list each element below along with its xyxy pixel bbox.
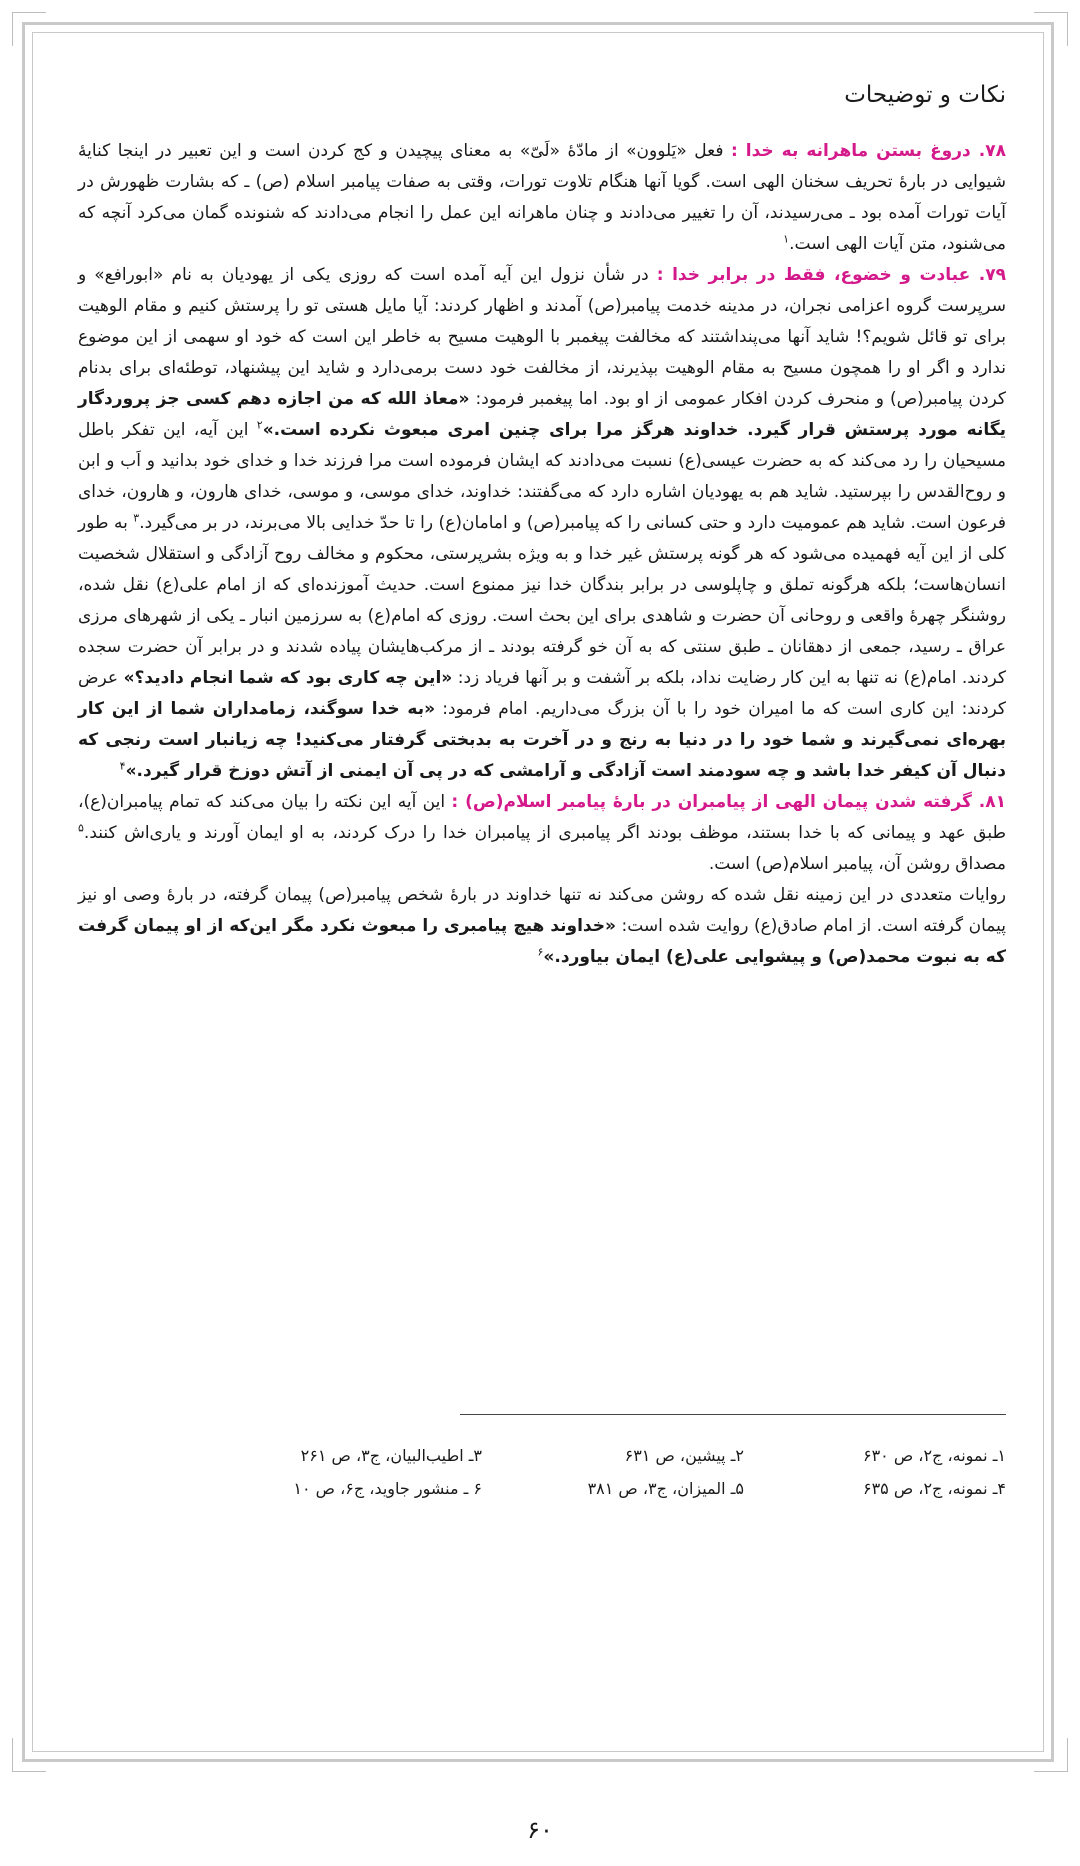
corner-ornament <box>12 1738 46 1772</box>
footnote-ref: ۵ <box>78 821 84 835</box>
body-text: فعل «یَلوون» از مادّهٔ «لَیّ» به معنای پیچیدن و کج کردن است و این تعبیر در اینجا کنایهٔ شیوایی در بارهٔ تحریف سخنان الهی است. گویا آنها هنگام تلاوت تورات، وقتی به صفات پیامبر اسلام (ص) ـ که بشارت ظهورش در آیات تورات آمده بود ـ می‌رسیدند، آن را تغییر می‌دادند و چنان ماهرانه این عمل را انجام می‌دادند که شنونده گمان می‌کرد آنچه که می‌شنود، متن آیات الهی است. <box>78 141 1006 254</box>
body-text: به طور کلی از این آیه فهمیده می‌شود که هر گونه پرستش غیر خدا و به ویژه بشرپرستی، محکوم و مخالف روح آزادگی و استقلال شخصیت انسان‌هاست؛ بلکه هرگونه تملق و چاپلوسی در برابر بندگان خدا نیز ممنوع است. حدیث آموزنده‌ای که از امام علی(ع) نقل شده، روشنگر چهرهٔ واقعی و روحانی آن حضرت و شاهدی برای این بحث است. روزی که امام(ع) به سرزمین انبار ـ یکی از شهرهای مرزی عراق ـ رسید، جمعی از دهقانان ـ طبق سنتی که به آن خو گرفته بودند ـ از مرکب‌هایشان پیاده شدند و در برابر آن حضرت سجده کردند. امام(ع) نه تنها به این کار رضایت نداد، بلکه بر آشفت و بر آنها فریاد زد: <box>78 513 1007 688</box>
body-text: در شأن نزول این آیه آمده است که روزی یکی از یهودیان به نام «ابورافع» و سرپرست گروه اعزامی نجران، در مدینه خدمت پیامبر(ص) آمدند و اظهار کردند: آیا مایل هستی تو را پرستش کنیم و مقام الوهیت برای تو قائل شویم؟! شاید آنها می‌پنداشتند که مخالفت پیغمبر با الوهیت مسیح به خاطر این است که خود او سهمی از این موضوع ندارد و اگر او را همچون مسیح به مقام الوهیت بپذیرند، از مخالفت خود دست برمی‌دارد و شاید این پیشنهاد، توطئه‌ای برای بدنام کردن پیامبر(ص) و منحرف کردن افکار عمومی از او بود. اما پیغمبر فرمود: <box>78 265 1007 409</box>
quotation: «این چه کاری بود که شما انجام دادید؟» <box>123 668 453 688</box>
section-paragraph <box>78 260 1006 787</box>
corner-ornament <box>1034 1738 1068 1772</box>
quotation: «خداوند هیچ پیامبری را مبعوث نکرد مگر این‌که از او پیمان گرفت که به نبوت محمد(ص) و پیشوایی علی(ع) ایمان بیاورد.» <box>78 916 1006 967</box>
footnote-ref: ۱ <box>783 232 790 246</box>
footnote: ۶ ـ منشور جاوید، ج۶، ص ۱۰ <box>293 1479 482 1498</box>
footnote-ref: ۴ <box>119 759 126 773</box>
section-paragraph <box>78 880 1006 973</box>
section-heading: ۸۱. گرفته شدن پیمان الهی از پیامبران در بارهٔ پیامبر اسلام(ص) : <box>451 792 1007 812</box>
page-content <box>78 82 1006 973</box>
body-text: این آیه، این تفکر باطل مسیحیان را رد می‌کند که به حضرت عیسی(ع) نسبت می‌دادند که ایشان فرموده است مرا فرزند خدا و خدای خود بدانید و اَب و ابن و روح‌القدس را بپرستید. شاید هم به یهودیان اشاره دارد که می‌گفتند: خداوند، خدای موسی، و موسی، خدای هارون، و هارون، خدای فرعون است. شاید هم عمومیت دارد و حتی کسانی را که پیامبر(ص) و امامان(ع) را تا حدّ خدایی بالا می‌برند، در بر می‌گیرد. <box>78 420 1006 533</box>
page-number: ۶۰ <box>527 1816 553 1844</box>
footnote: ۵ـ المیزان، ج۳، ص ۳۸۱ <box>587 1479 744 1498</box>
body-text: عرض کردند: این کاری است که ما امیران خود را با آن بزرگ می‌داریم. امام فرمود: <box>78 668 1006 719</box>
footnote-ref: ۶ <box>537 945 544 959</box>
body-text: روایات متعددی در این زمینه نقل شده که روشن می‌کند نه تنها خداوند در بارهٔ شخص پیامبر(ص) پیمان گرفته، در بارهٔ وصی او نیز پیمان گرفته است. از امام صادق(ع) روایت شده است: <box>78 885 1006 936</box>
section-heading: ۷۹. عبادت و خضوع، فقط در برابر خدا : <box>656 265 1006 285</box>
section-heading: ۷۸. دروغ بستن ماهرانه به خدا : <box>730 141 1006 161</box>
running-head: نکات و توضیحات <box>844 82 1006 108</box>
body-text: مصداق روشن آن، پیامبر اسلام(ص) است. <box>708 854 1006 874</box>
quotation: «به خدا سوگند، زمامداران شما از این کار بهره‌ای نمی‌گیرند و شما خود را در دنیا به رنج و در آخرت به بدبختی گرفتار می‌کنید! چه زیانبار است رنجی که دنبال آن کیفر خدا باشد و چه سودمند است آزادگی و آرامشی که در پی آن ایمنی از آتش دوزخ قرار گیرد.» <box>78 699 1006 781</box>
section-paragraph <box>78 787 1006 880</box>
footnote-ref: ۳ <box>133 511 140 525</box>
corner-ornament <box>12 12 46 46</box>
footnote: ۴ـ نمونه، ج۲، ص ۶۳۵ <box>862 1479 1006 1498</box>
quotation: «معاذ الله که من اجازه دهم کسی جز پروردگار یگانه مورد پرستش قرار گیرد. خداوند هرگز مرا برای چنین امری مبعوث نکرده است.» <box>78 389 1006 440</box>
footnote: ۱ـ نمونه، ج۲، ص ۶۳۰ <box>862 1446 1006 1465</box>
footnote: ۲ـ پیشین، ص ۶۳۱ <box>624 1446 744 1465</box>
footnote-rule <box>460 1414 1006 1415</box>
sections <box>78 136 1006 973</box>
corner-ornament <box>1034 12 1068 46</box>
footnote-ref: ۲ <box>256 418 263 432</box>
section-paragraph <box>78 136 1006 260</box>
footnote: ۳ـ اطیب‌البیان، ج۳، ص ۲۶۱ <box>300 1446 482 1465</box>
footnotes <box>220 1446 1006 1498</box>
body-text: این آیه این نکته را بیان می‌کند که تمام پیامبران(ع)، طبق عهد و پیمانی که با خدا بستند، موظف بودند اگر پیامبری از پیامبران خدا را درک کردند، به او ایمان آورند و یاری‌اش کنند. <box>78 792 1006 843</box>
